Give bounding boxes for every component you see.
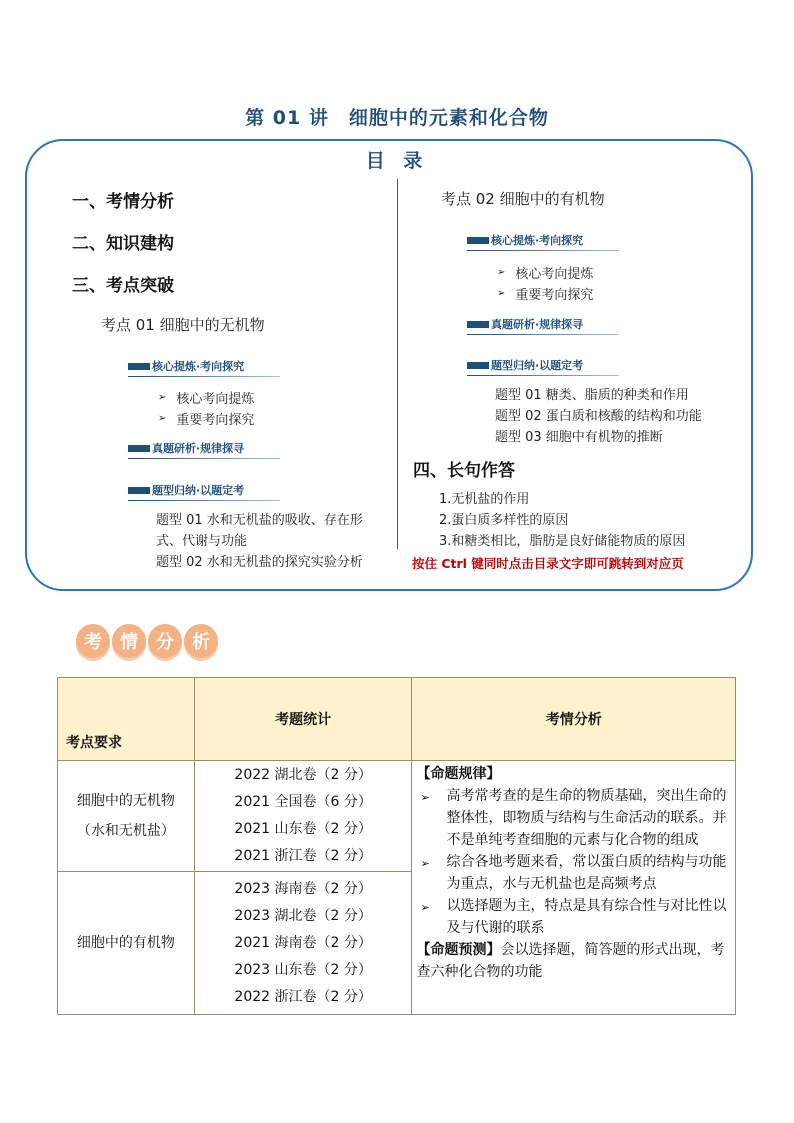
- toc-divider: [397, 179, 398, 549]
- toc-kd2-tag-types[interactable]: 题型归纳·以题定考: [467, 357, 583, 373]
- header-analysis: 考情分析: [412, 678, 736, 761]
- analysis-cell: [412, 761, 736, 1015]
- tag-underline: [128, 500, 280, 502]
- toc-kd2-tag-core[interactable]: 核心提炼·考向探究: [467, 232, 583, 248]
- toc-kd1-type-1-cont[interactable]: 式、代谢与功能: [156, 534, 248, 549]
- toc-kd2-type-2[interactable]: 题型 02 蛋白质和核酸的结构和功能: [495, 409, 702, 424]
- tag-bar-icon: [128, 445, 150, 452]
- arrow-bullet-icon: ➢: [420, 901, 430, 914]
- tag-bar-icon: [128, 363, 150, 370]
- toc-kd1-type-1[interactable]: 题型 01 水和无机盐的吸收、存在形: [156, 513, 363, 528]
- row-kd-inorganic: 细胞中的无机物 （水和无机盐）: [58, 761, 195, 872]
- tag-bar-icon: [128, 487, 150, 494]
- toc-long-answer-1[interactable]: 1.无机盐的作用: [439, 492, 530, 507]
- analysis-bullet: ➢ 以选择题为主，特点是具有综合性与对比性以及与代谢的联系: [416, 895, 729, 939]
- table-row: [58, 761, 736, 872]
- arrow-bullet-icon: ➢: [497, 267, 506, 278]
- analysis-table: [57, 677, 736, 1015]
- toc-kd2-title[interactable]: 考点 02 细胞中的有机物: [441, 190, 605, 208]
- toc-kd1-tag-types[interactable]: 题型归纳·以题定考: [128, 482, 244, 498]
- table-header-row: [58, 678, 736, 761]
- toc-section-long-answer[interactable]: 四、长句作答: [413, 461, 515, 481]
- header-stats: 考题统计: [194, 678, 412, 761]
- arrow-bullet-icon: ➢: [497, 288, 506, 299]
- rule-label: 【命题规律】: [416, 766, 501, 782]
- row-stats-inorganic: 2022 湖北卷（2 分） 2021 全国卷（6 分） 2021 山东卷（2 分） 2021 浙江卷（2 分）: [194, 761, 412, 872]
- toc-kd2-type-3[interactable]: 题型 03 细胞中有机物的推断: [495, 430, 663, 445]
- toc-kd1-tag-real[interactable]: 真题研析·规律探寻: [128, 440, 244, 456]
- toc-kd2-type-1[interactable]: 题型 01 糖类、脂质的种类和作用: [495, 388, 689, 403]
- tag-underline: [467, 375, 619, 377]
- header-kd-requirement: 考点要求: [58, 678, 195, 761]
- row-stats-organic: 2023 海南卷（2 分） 2023 湖北卷（2 分） 2021 海南卷（2 分） 2023 山东卷（2 分） 2022 浙江卷（2 分）: [194, 872, 412, 1015]
- row-kd-organic: 细胞中的有机物: [58, 872, 195, 1015]
- tag-bar-icon: [467, 321, 489, 328]
- toc-kd1-item-2[interactable]: ➢ 重要考向探究: [158, 413, 255, 428]
- toc-long-answer-3[interactable]: 3.和糖类相比，脂肪是良好储能物质的原因: [439, 534, 686, 549]
- toc-section-analysis[interactable]: 一、考情分析: [72, 192, 174, 212]
- toc-heading: 目 录: [365, 150, 429, 172]
- toc-section-breakthrough[interactable]: 三、考点突破: [72, 276, 174, 296]
- toc-kd2-item-1[interactable]: ➢ 核心考向提炼: [497, 267, 594, 282]
- toc-kd1-tag-core[interactable]: 核心提炼·考向探究: [128, 358, 244, 374]
- analysis-bullet: ➢ 高考常考查的是生命的物质基础，突出生命的整体性，即物质与结构与生命活动的联系。并不是单纯考查细胞的元素与化合物的组成: [416, 785, 729, 851]
- arrow-bullet-icon: ➢: [420, 857, 430, 870]
- analysis-bullet: ➢ 综合各地考题来看，常以蛋白质的结构与功能为重点，水与无机盐也是高频考点: [416, 851, 729, 895]
- toc-section-knowledge[interactable]: 二、知识建构: [72, 234, 174, 254]
- toc-kd1-item-1[interactable]: ➢ 核心考向提炼: [158, 392, 255, 407]
- toc-long-answer-2[interactable]: 2.蛋白质多样性的原因: [439, 513, 569, 528]
- prediction: 【命题预测】会以选择题，简答题的形式出现，考查六种化合物的功能: [416, 942, 725, 980]
- tag-bar-icon: [467, 237, 489, 244]
- page-title: 第 01 讲 细胞中的元素和化合物: [245, 107, 549, 129]
- toc-kd1-type-2[interactable]: 题型 02 水和无机盐的探究实验分析: [156, 555, 363, 570]
- arrow-bullet-icon: ➢: [158, 392, 167, 403]
- toc-kd2-tag-real[interactable]: 真题研析·规律探寻: [467, 316, 583, 332]
- tag-bar-icon: [467, 362, 489, 369]
- toc-kd1-title[interactable]: 考点 01 细胞中的无机物: [101, 316, 265, 334]
- arrow-bullet-icon: ➢: [420, 791, 430, 804]
- tag-underline: [467, 334, 619, 336]
- tag-underline: [467, 250, 619, 252]
- tag-underline: [128, 376, 280, 378]
- section-badge-analysis: 考 情 分 析: [76, 624, 220, 658]
- toc-hint: 按住 Ctrl 键同时点击目录文字即可跳转到对应页: [412, 556, 684, 571]
- arrow-bullet-icon: ➢: [158, 413, 167, 424]
- toc-kd2-item-2[interactable]: ➢ 重要考向探究: [497, 288, 594, 303]
- tag-underline: [128, 458, 280, 460]
